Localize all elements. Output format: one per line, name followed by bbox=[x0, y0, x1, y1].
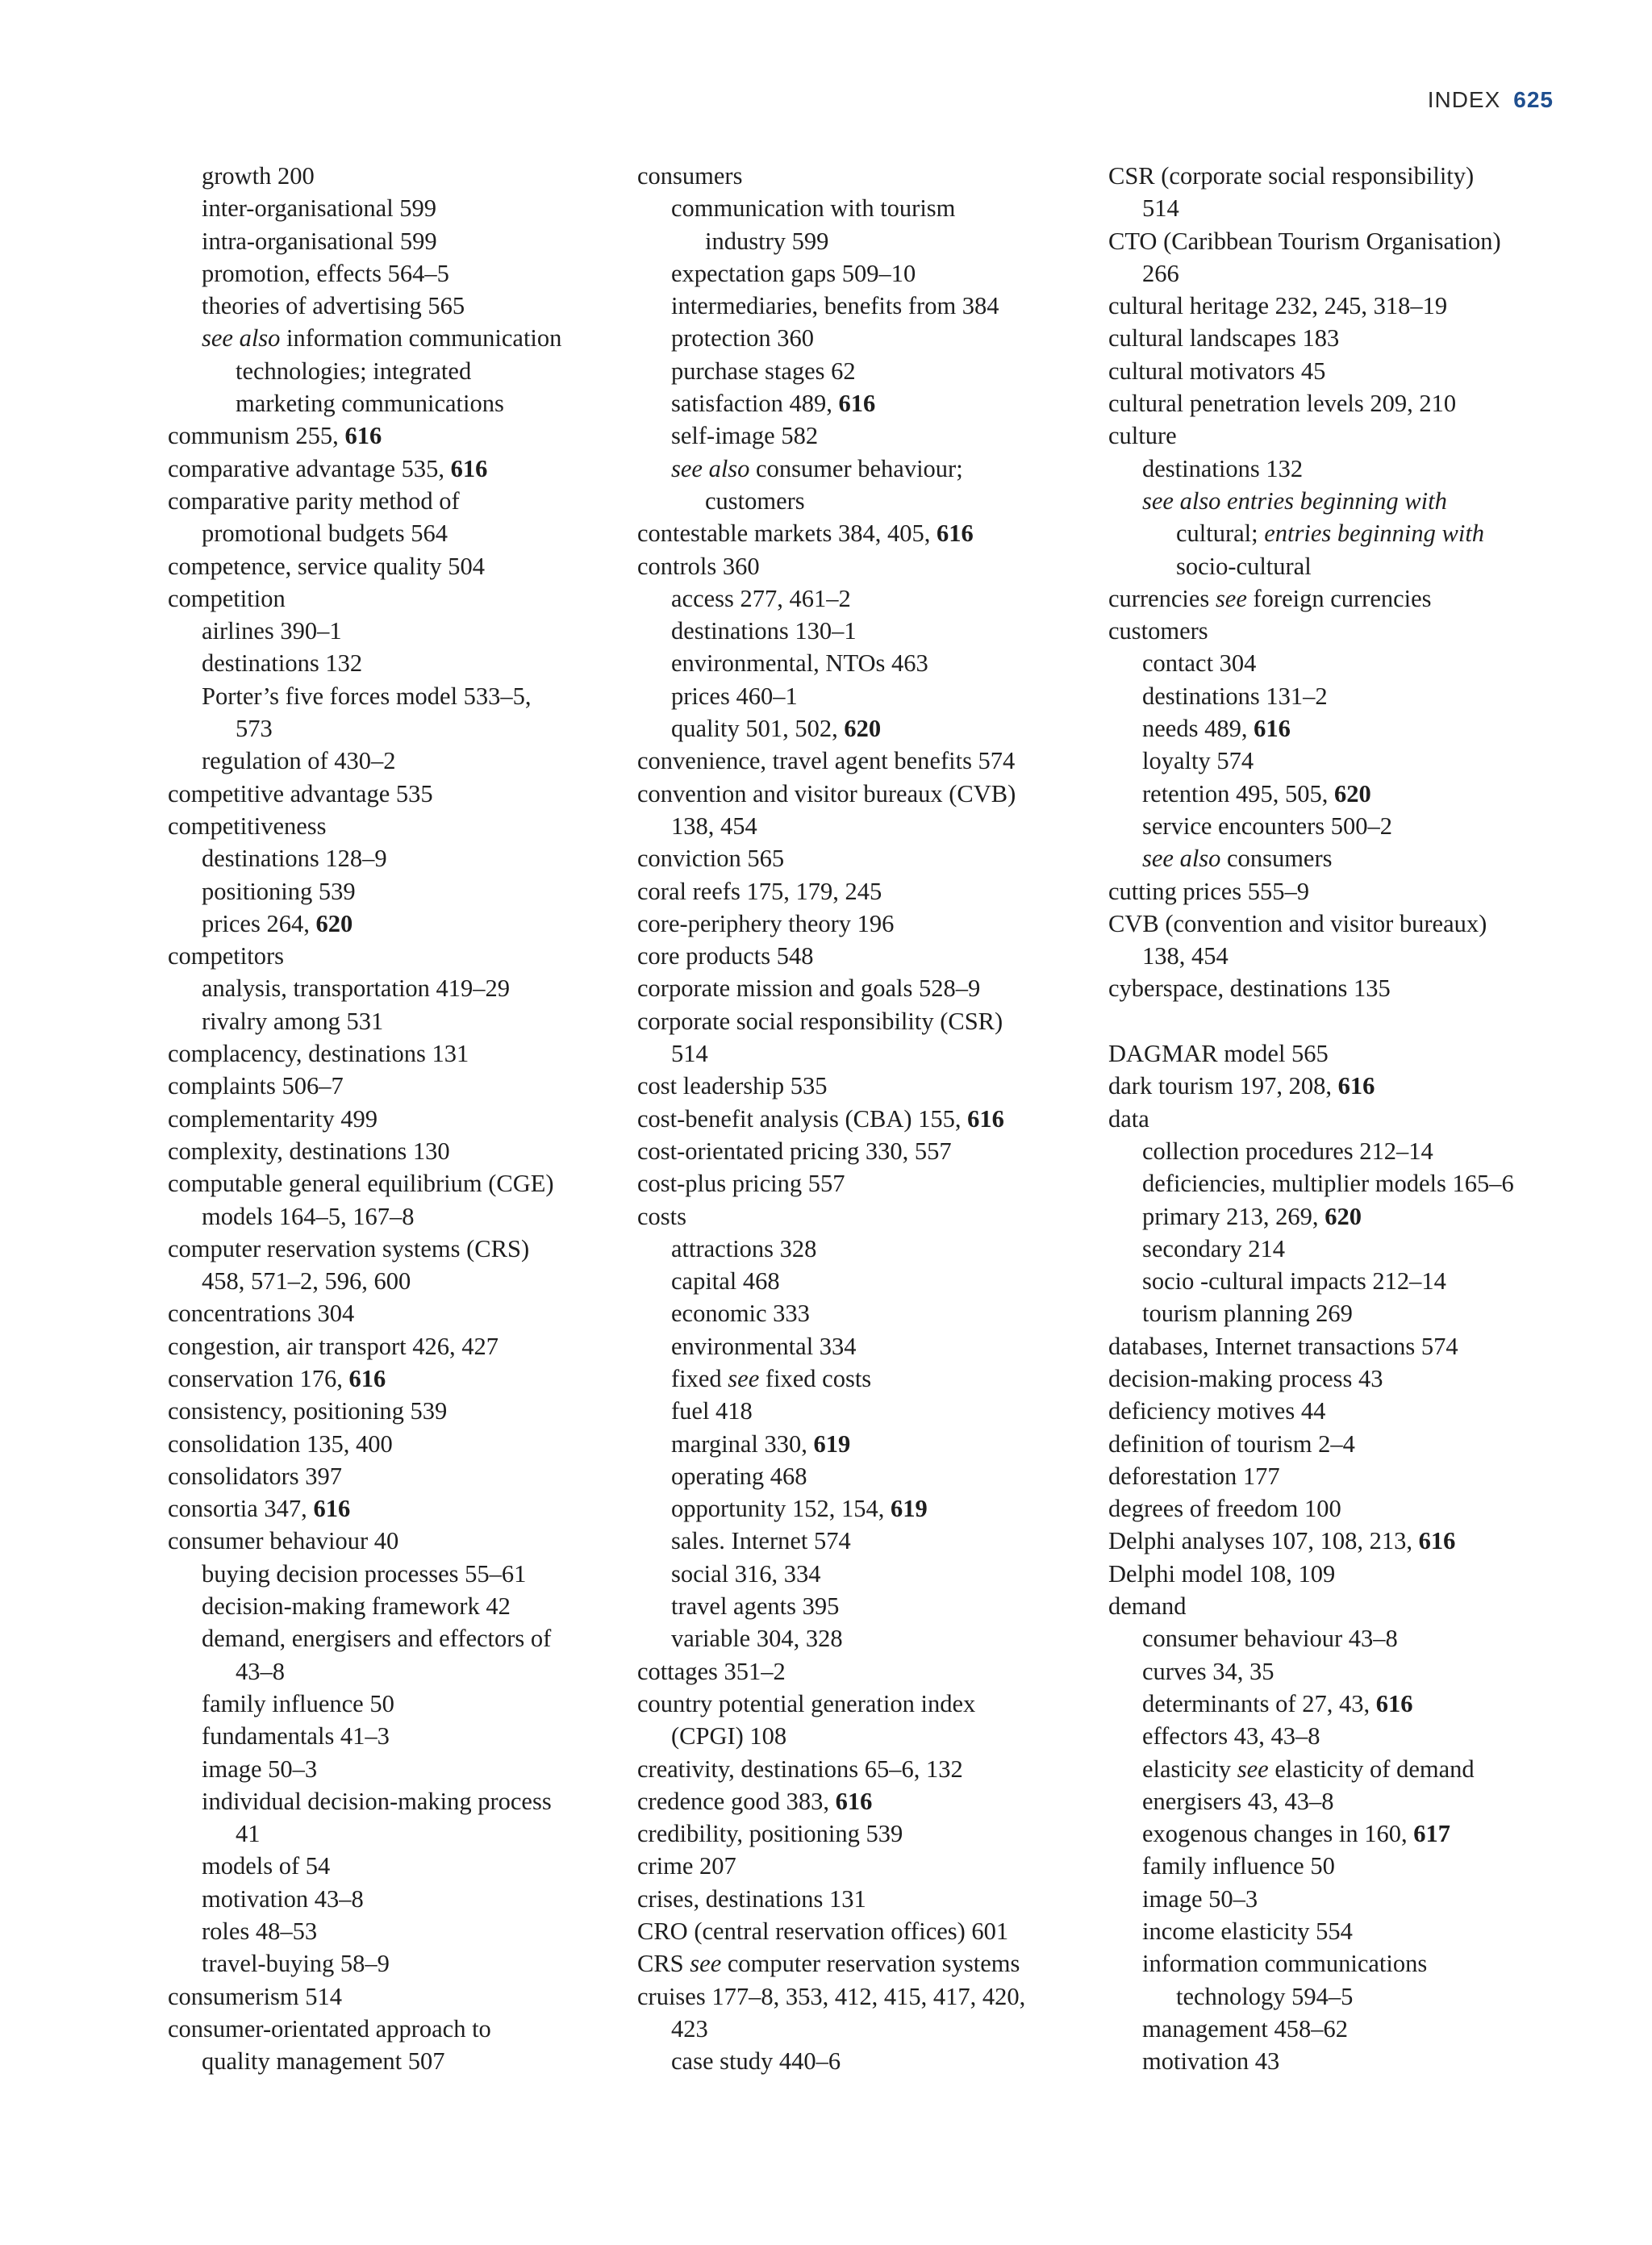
index-entry: cost-orientated pricing 330, 557 bbox=[637, 1137, 952, 1165]
index-entry: cutting prices 555–9 bbox=[1108, 877, 1310, 905]
index-subentry: fundamentals 41–3 bbox=[202, 1722, 390, 1751]
index-subentry: collection procedures 212–14 bbox=[1142, 1137, 1433, 1165]
index-entry: competitors bbox=[168, 942, 284, 970]
index-subentry: energisers 43, 43–8 bbox=[1142, 1787, 1334, 1815]
index-subentry: marginal 330, 619 bbox=[671, 1429, 851, 1458]
index-subentry: retention 495, 505, 620 bbox=[1142, 779, 1371, 807]
index-entry: consolidators 397 bbox=[168, 1462, 343, 1490]
index-subentry: (CPGI) 108 bbox=[671, 1722, 787, 1751]
index-entry: consumerism 514 bbox=[168, 1982, 343, 2010]
index-subentry: information communications bbox=[1142, 1950, 1428, 1978]
index-column-2 bbox=[637, 160, 1089, 2078]
index-entry: complementarity 499 bbox=[168, 1104, 378, 1133]
index-subentry: loyalty 574 bbox=[1142, 747, 1254, 775]
index-subentry: inter-organisational 599 bbox=[202, 194, 437, 223]
index-entry: controls 360 bbox=[637, 552, 760, 580]
index-subentry: models of 54 bbox=[202, 1852, 331, 1880]
index-entry: degrees of freedom 100 bbox=[1108, 1495, 1341, 1523]
index-entry: cultural heritage 232, 245, 318–19 bbox=[1108, 292, 1448, 320]
index-entry: CTO (Caribbean Tourism Organisation) bbox=[1108, 227, 1501, 255]
index-subentry: elasticity see elasticity of demand bbox=[1142, 1755, 1475, 1783]
index-entry: competence, service quality 504 bbox=[168, 552, 485, 580]
index-subentry: management 458–62 bbox=[1142, 2014, 1348, 2043]
index-subentry: intra-organisational 599 bbox=[202, 227, 437, 255]
index-subentry: customers bbox=[705, 486, 805, 515]
index-entry: deforestation 177 bbox=[1108, 1462, 1280, 1490]
index-entry: concentrations 304 bbox=[168, 1300, 355, 1328]
index-entry: definition of tourism 2–4 bbox=[1108, 1429, 1355, 1458]
index-entry: competition bbox=[168, 584, 286, 612]
index-entry: DAGMAR model 565 bbox=[1108, 1040, 1329, 1068]
index-subentry: sales. Internet 574 bbox=[671, 1527, 851, 1555]
index-subentry: self-image 582 bbox=[671, 422, 819, 450]
index-subentry: motivation 43–8 bbox=[202, 1884, 364, 1913]
index-subentry: see also information communication bbox=[202, 324, 562, 353]
index-subentry: communication with tourism bbox=[671, 194, 956, 223]
index-entry: currencies see foreign currencies bbox=[1108, 584, 1432, 612]
index-subentry: technology 594–5 bbox=[1176, 1982, 1354, 2010]
running-head-label: INDEX bbox=[1427, 87, 1501, 112]
index-subentry: buying decision processes 55–61 bbox=[202, 1559, 527, 1588]
index-subentry: primary 213, 269, 620 bbox=[1142, 1202, 1362, 1230]
index-entry: credibility, positioning 539 bbox=[637, 1820, 903, 1848]
index-entry: costs bbox=[637, 1202, 686, 1230]
index-subentry: secondary 214 bbox=[1142, 1234, 1286, 1262]
index-entry: culture bbox=[1108, 422, 1177, 450]
index-subentry: socio -cultural impacts 212–14 bbox=[1142, 1267, 1446, 1296]
index-subentry: destinations 128–9 bbox=[202, 845, 387, 873]
index-subentry: analysis, transportation 419–29 bbox=[202, 974, 511, 1003]
index-entry: decision-making process 43 bbox=[1108, 1364, 1383, 1392]
index-column-1 bbox=[168, 160, 620, 2078]
index-subentry: cultural; entries beginning with bbox=[1176, 520, 1485, 548]
index-entry: coral reefs 175, 179, 245 bbox=[637, 877, 882, 905]
index-subentry: attractions 328 bbox=[671, 1234, 817, 1262]
index-subentry: individual decision-making process bbox=[202, 1787, 552, 1815]
index-subentry: deficiencies, multiplier models 165–6 bbox=[1142, 1170, 1514, 1198]
index-entry: CVB (convention and visitor bureaux) bbox=[1108, 909, 1487, 937]
index-subentry: demand, energisers and effectors of bbox=[202, 1625, 552, 1653]
index-subentry: rivalry among 531 bbox=[202, 1007, 384, 1035]
index-entry: contestable markets 384, 405, 616 bbox=[637, 520, 974, 548]
index-subentry: 573 bbox=[236, 715, 273, 743]
index-entry: consumer-orientated approach to bbox=[168, 2014, 491, 2043]
index-entry: complacency, destinations 131 bbox=[168, 1040, 469, 1068]
index-subentry: decision-making framework 42 bbox=[202, 1592, 511, 1621]
index-entry: databases, Internet transactions 574 bbox=[1108, 1332, 1458, 1360]
index-entry: communism 255, 616 bbox=[168, 422, 382, 450]
index-subentry: service encounters 500–2 bbox=[1142, 812, 1392, 840]
index-subentry: fixed see fixed costs bbox=[671, 1364, 872, 1392]
index-subentry: regulation of 430–2 bbox=[202, 747, 396, 775]
index-subentry: Porter’s five forces model 533–5, bbox=[202, 682, 532, 710]
index-entry: deficiency motives 44 bbox=[1108, 1397, 1326, 1425]
index-subentry: operating 468 bbox=[671, 1462, 807, 1490]
index-entry: data bbox=[1108, 1104, 1149, 1133]
index-subentry: travel agents 395 bbox=[671, 1592, 840, 1621]
index-subentry: satisfaction 489, 616 bbox=[671, 390, 876, 418]
index-subentry: exogenous changes in 160, 617 bbox=[1142, 1820, 1451, 1848]
index-subentry: destinations 132 bbox=[1142, 454, 1304, 482]
index-entry: consumer behaviour 40 bbox=[168, 1527, 399, 1555]
index-subentry: social 316, 334 bbox=[671, 1559, 821, 1588]
index-entry: cost leadership 535 bbox=[637, 1072, 828, 1100]
index-entry: computable general equilibrium (CGE) bbox=[168, 1170, 554, 1198]
index-subentry: curves 34, 35 bbox=[1142, 1657, 1274, 1685]
index-entry: creativity, destinations 65–6, 132 bbox=[637, 1755, 963, 1783]
index-subentry: income elasticity 554 bbox=[1142, 1917, 1353, 1946]
index-entry: competitive advantage 535 bbox=[168, 779, 433, 807]
index-entry: country potential generation index bbox=[637, 1689, 976, 1717]
index-subentry: positioning 539 bbox=[202, 877, 356, 905]
index-subentry: destinations 130–1 bbox=[671, 617, 857, 645]
index-entry: cyberspace, destinations 135 bbox=[1108, 974, 1391, 1003]
index-subentry: prices 264, 620 bbox=[202, 909, 353, 937]
index-entry: demand bbox=[1108, 1592, 1187, 1621]
index-subentry: family influence 50 bbox=[1142, 1852, 1335, 1880]
running-head bbox=[1428, 87, 1554, 113]
index-column-3 bbox=[1108, 160, 1560, 2078]
index-entry: CRS see computer reservation systems bbox=[637, 1950, 1020, 1978]
index-entry: CSR (corporate social responsibility) bbox=[1108, 162, 1475, 190]
index-subentry: theories of advertising 565 bbox=[202, 292, 465, 320]
index-subentry: tourism planning 269 bbox=[1142, 1300, 1353, 1328]
index-entry: Delphi model 108, 109 bbox=[1108, 1559, 1336, 1588]
index-subentry: intermediaries, benefits from 384 bbox=[671, 292, 999, 320]
index-entry: convention and visitor bureaux (CVB) bbox=[637, 779, 1016, 807]
index-entry: cost-benefit analysis (CBA) 155, 616 bbox=[637, 1104, 1004, 1133]
index-subentry: socio-cultural bbox=[1176, 552, 1312, 580]
index-subentry: case study 440–6 bbox=[671, 2047, 841, 2076]
index-subentry: effectors 43, 43–8 bbox=[1142, 1722, 1320, 1751]
index-entry: corporate mission and goals 528–9 bbox=[637, 974, 981, 1003]
index-entry: cruises 177–8, 353, 412, 415, 417, 420, bbox=[637, 1982, 1026, 2010]
index-entry: complexity, destinations 130 bbox=[168, 1137, 450, 1165]
index-entry: customers bbox=[1108, 617, 1208, 645]
index-subentry: expectation gaps 509–10 bbox=[671, 259, 916, 287]
index-subentry: image 50–3 bbox=[1142, 1884, 1258, 1913]
index-entry: consumers bbox=[637, 162, 743, 190]
index-subentry: 458, 571–2, 596, 600 bbox=[202, 1267, 411, 1296]
index-entry: corporate social responsibility (CSR) bbox=[637, 1007, 1003, 1035]
index-subentry: models 164–5, 167–8 bbox=[202, 1202, 415, 1230]
index-entry: convenience, travel agent benefits 574 bbox=[637, 747, 1016, 775]
index-entry: comparative parity method of bbox=[168, 486, 460, 515]
index-entry: crises, destinations 131 bbox=[637, 1884, 866, 1913]
index-subentry: protection 360 bbox=[671, 324, 815, 353]
index-entry: CRO (central reservation offices) 601 bbox=[637, 1917, 1009, 1946]
section-gap bbox=[1108, 1005, 1560, 1037]
index-entry: consolidation 135, 400 bbox=[168, 1429, 393, 1458]
index-entry: core products 548 bbox=[637, 942, 814, 970]
index-entry: core-periphery theory 196 bbox=[637, 909, 895, 937]
index-subentry: airlines 390–1 bbox=[202, 617, 342, 645]
index-subentry: determinants of 27, 43, 616 bbox=[1142, 1689, 1413, 1717]
index-subentry: quality 501, 502, 620 bbox=[671, 715, 882, 743]
index-entry: cost-plus pricing 557 bbox=[637, 1170, 845, 1198]
index-entry: conservation 176, 616 bbox=[168, 1364, 386, 1392]
index-subentry: see also entries beginning with bbox=[1142, 486, 1447, 515]
index-subentry: technologies; integrated bbox=[236, 357, 472, 385]
index-subentry: needs 489, 616 bbox=[1142, 715, 1291, 743]
index-subentry: destinations 131–2 bbox=[1142, 682, 1328, 710]
index-subentry: promotional budgets 564 bbox=[202, 520, 448, 548]
index-entry: consistency, positioning 539 bbox=[168, 1397, 448, 1425]
index-entry: comparative advantage 535, 616 bbox=[168, 454, 488, 482]
index-entry: cultural landscapes 183 bbox=[1108, 324, 1340, 353]
index-subentry: prices 460–1 bbox=[671, 682, 798, 710]
index-subentry: image 50–3 bbox=[202, 1755, 318, 1783]
index-subentry: 138, 454 bbox=[671, 812, 757, 840]
index-subentry: 41 bbox=[236, 1820, 261, 1848]
index-subentry: capital 468 bbox=[671, 1267, 780, 1296]
index-subentry: see also consumers bbox=[1142, 845, 1333, 873]
index-subentry: fuel 418 bbox=[671, 1397, 753, 1425]
index-subentry: variable 304, 328 bbox=[671, 1625, 843, 1653]
index-entry: cultural motivators 45 bbox=[1108, 357, 1326, 385]
index-subentry: 266 bbox=[1142, 259, 1179, 287]
index-entry: cultural penetration levels 209, 210 bbox=[1108, 390, 1457, 418]
index-entry: credence good 383, 616 bbox=[637, 1787, 873, 1815]
index-subentry: see also consumer behaviour; bbox=[671, 454, 963, 482]
index-entry: cottages 351–2 bbox=[637, 1657, 786, 1685]
index-entry: crime 207 bbox=[637, 1852, 736, 1880]
index-subentry: access 277, 461–2 bbox=[671, 584, 851, 612]
index-subentry: 514 bbox=[671, 1040, 708, 1068]
index-entry: competitiveness bbox=[168, 812, 327, 840]
index-subentry: quality management 507 bbox=[202, 2047, 445, 2076]
index-subentry: growth 200 bbox=[202, 162, 315, 190]
index-subentry: promotion, effects 564–5 bbox=[202, 259, 449, 287]
index-entry: computer reservation systems (CRS) bbox=[168, 1234, 530, 1262]
index-subentry: destinations 132 bbox=[202, 649, 363, 678]
index-subentry: 423 bbox=[671, 2014, 708, 2043]
index-entry: congestion, air transport 426, 427 bbox=[168, 1332, 499, 1360]
index-subentry: family influence 50 bbox=[202, 1689, 394, 1717]
index-subentry: environmental 334 bbox=[671, 1332, 857, 1360]
index-entry: consortia 347, 616 bbox=[168, 1495, 351, 1523]
index-subentry: marketing communications bbox=[236, 390, 504, 418]
index-subentry: environmental, NTOs 463 bbox=[671, 649, 928, 678]
page-number: 625 bbox=[1513, 87, 1554, 112]
index-subentry: roles 48–53 bbox=[202, 1917, 318, 1946]
index-entry: complaints 506–7 bbox=[168, 1072, 344, 1100]
index-subentry: 138, 454 bbox=[1142, 942, 1229, 970]
index-subentry: travel-buying 58–9 bbox=[202, 1950, 390, 1978]
index-subentry: economic 333 bbox=[671, 1300, 810, 1328]
index-subentry: 43–8 bbox=[236, 1657, 285, 1685]
index-subentry: opportunity 152, 154, 619 bbox=[671, 1495, 928, 1523]
index-subentry: purchase stages 62 bbox=[671, 357, 856, 385]
index-subentry: contact 304 bbox=[1142, 649, 1257, 678]
index-subentry: industry 599 bbox=[705, 227, 829, 255]
index-entry: dark tourism 197, 208, 616 bbox=[1108, 1072, 1375, 1100]
index-subentry: 514 bbox=[1142, 194, 1179, 223]
index-subentry: consumer behaviour 43–8 bbox=[1142, 1625, 1398, 1653]
index-entry: Delphi analyses 107, 108, 213, 616 bbox=[1108, 1527, 1456, 1555]
index-subentry: motivation 43 bbox=[1142, 2047, 1280, 2076]
index-entry: conviction 565 bbox=[637, 845, 785, 873]
